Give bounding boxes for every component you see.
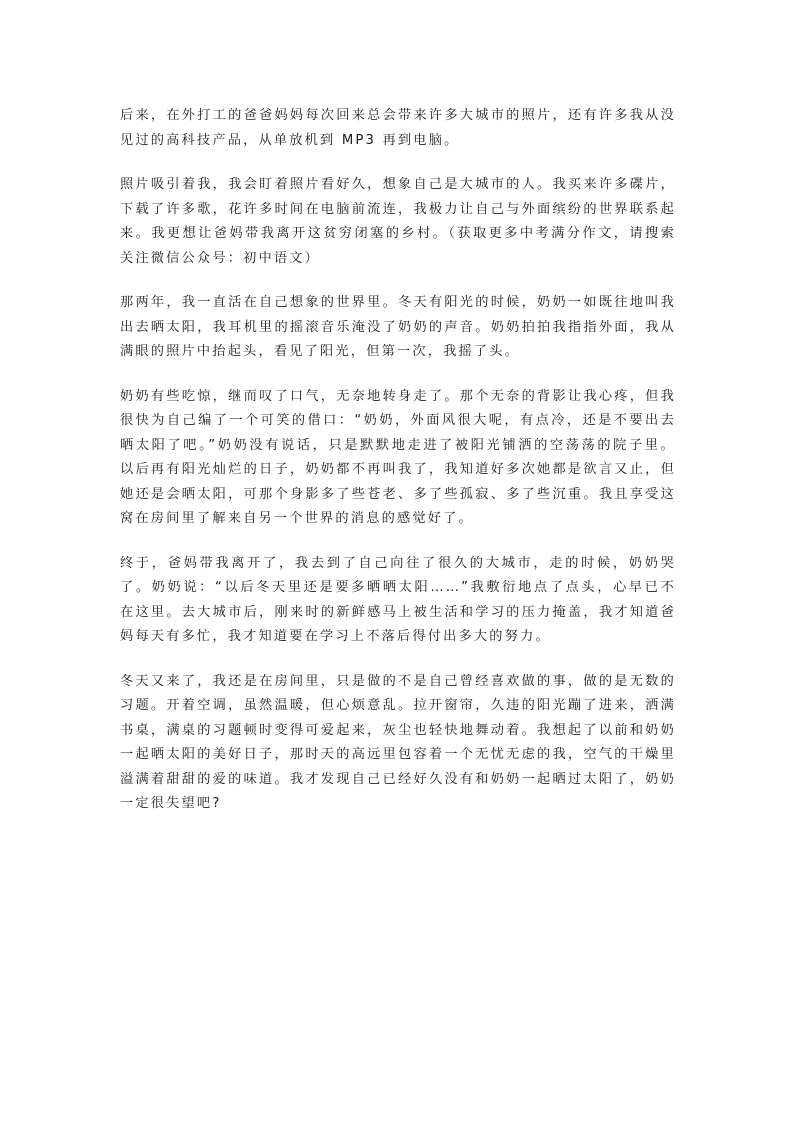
paragraph-3: 那两年，我一直活在自己想象的世界里。冬天有阳光的时候，奶奶一如既往地叫我出去晒太阳，我耳机里的摇滚音乐淹没了奶奶的声音。奶奶拍拍我指指外面，我从满眼的照片中抬起头，看见了阳光，但第一次，我摇了头。 [120,295,676,359]
paragraph-4: 奶奶有些吃惊，继而叹了口气，无奈地转身走了。那个无奈的背影让我心疼，但我很快为自己编了一个可笑的借口：“奶奶，外面风很大呢，有点冷，还是不要出去晒太阳了吧。”奶奶没有说话，只是默默地走进了被阳光铺洒的空荡荡的院子里。以后再有阳光灿烂的日子，奶奶都不再叫我了，我知道好多次她都是欲言又止，但她还是会晒太阳，可那个身影多了些苍老、多了些孤寂、多了些沉重。我且享受这窝在房间里了解来自另一个世界的消息的感觉好了。 [120,388,676,526]
paragraph-6: 冬天又来了，我还是在房间里，只是做的不是自己曾经喜欢做的事，做的是无数的习题。开着空调，虽然温暖，但心烦意乱。拉开窗帘，久违的阳光蹦了进来，洒满书桌，满桌的习题顿时变得可爱起来，灰尘也轻快地舞动着。我想起了以前和奶奶一起晒太阳的美好日子，那时天的高远里包容着一个无忧无虑的我，空气的干燥里溢满着甜甜的爱的味道。我才发现自己已经好久没有和奶奶一起晒过太阳了，奶奶一定很失望吧? [120,673,676,811]
paragraph-5: 终于，爸妈带我离开了，我去到了自己向往了很久的大城市，走的时候，奶奶哭了。奶奶说：“以后冬天里还是要多晒晒太阳……”我敷衍地点了点头，心早已不在这里。去大城市后，刚来时的新鲜感马上被生活和学习的压力掩盖，我才知道爸妈每天有多忙，我才知道要在学习上不落后得付出多大的努力。 [120,555,676,644]
essay-body [120,104,676,837]
paragraph-2: 照片吸引着我，我会盯着照片看好久，想象自己是大城市的人。我买来许多碟片，下载了许多歌，花许多时间在电脑前流连，我极力让自己与外面缤纷的世界联系起来。我更想让爸妈带我离开这贫穷闭塞的乡村。（获取更多中考满分作文，请搜索关注微信公众号：初中语文） [120,177,676,266]
paragraph-1: 后来，在外打工的爸爸妈妈每次回来总会带来许多大城市的照片，还有许多我从没见过的高科技产品，从单放机到 MP3 再到电脑。 [120,108,676,148]
